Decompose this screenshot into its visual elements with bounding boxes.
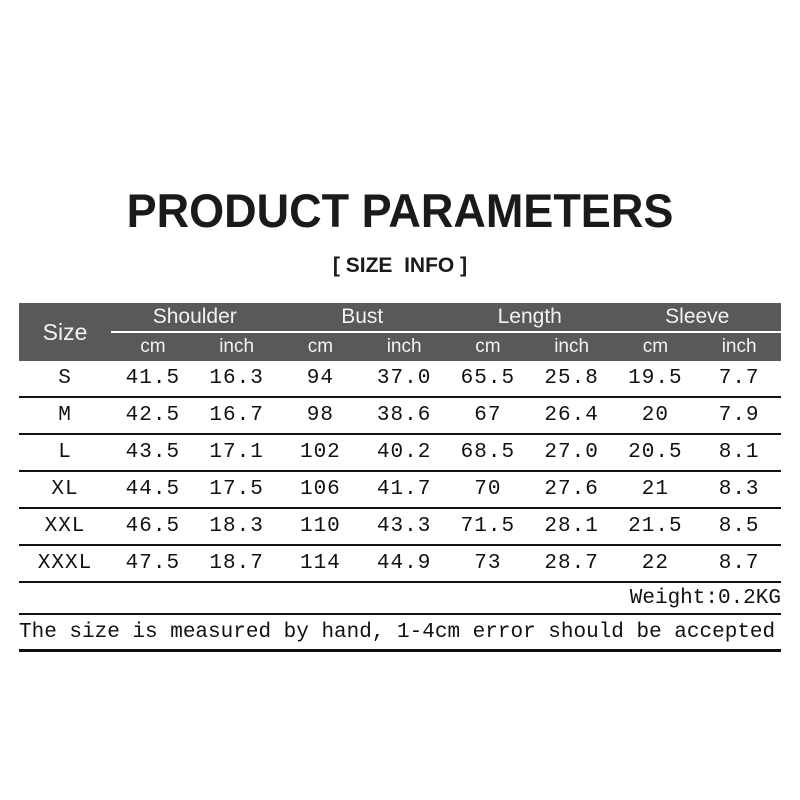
measurement-note-row <box>19 615 781 652</box>
table-cell: 19.5 <box>628 367 683 390</box>
unit-header-sleeve-inch: inch <box>721 336 757 357</box>
size-table <box>19 303 781 652</box>
table-cell: 16.7 <box>209 404 264 427</box>
table-cell: 27.0 <box>544 441 599 464</box>
table-cell: 65.5 <box>460 367 516 390</box>
table-cell: 28.7 <box>544 552 599 575</box>
table-cell: 7.7 <box>718 367 760 390</box>
unit-header-length-inch: inch <box>554 336 590 357</box>
table-cell: 18.7 <box>209 552 264 575</box>
table-row <box>19 435 781 472</box>
table-cell: 8.3 <box>718 478 760 501</box>
column-header-size: Size <box>42 318 88 345</box>
table-cell: 37.0 <box>376 367 432 390</box>
table-cell: 42.5 <box>125 404 181 427</box>
table-cell: 7.9 <box>718 404 760 427</box>
column-group-length: Length <box>446 303 614 333</box>
table-cell: 98 <box>306 404 334 427</box>
table-row <box>19 398 781 435</box>
size-cell: XXXL <box>37 552 93 575</box>
size-cell: M <box>58 404 72 427</box>
size-cell: XL <box>51 478 79 501</box>
table-cell: 94 <box>306 367 334 390</box>
table-cell: 44.5 <box>125 478 181 501</box>
table-cell: 102 <box>299 441 341 464</box>
page-subtitle: [ SIZE INFO ] <box>332 254 468 277</box>
table-cell: 17.1 <box>209 441 264 464</box>
table-cell: 22 <box>641 552 669 575</box>
table-cell: 106 <box>299 478 341 501</box>
table-cell: 40.2 <box>376 441 432 464</box>
table-row <box>19 361 781 398</box>
table-cell: 44.9 <box>376 552 432 575</box>
table-cell: 73 <box>474 552 502 575</box>
table-cell: 43.3 <box>376 515 432 538</box>
unit-header-sleeve-cm: cm <box>642 336 669 357</box>
table-cell: 17.5 <box>209 478 264 501</box>
unit-header-bust-inch: inch <box>386 336 422 357</box>
table-cell: 21 <box>641 478 669 501</box>
table-cell: 20.5 <box>628 441 683 464</box>
table-cell: 8.1 <box>718 441 760 464</box>
unit-header-bust-cm: cm <box>307 336 334 357</box>
measurement-note: The size is measured by hand, 1-4cm error should be accepted <box>19 620 776 644</box>
column-group-bust: Bust <box>279 303 447 333</box>
table-cell: 8.7 <box>718 552 760 575</box>
table-header <box>19 303 781 361</box>
table-cell: 114 <box>299 552 341 575</box>
table-cell: 27.6 <box>544 478 599 501</box>
weight-label: Weight:0.2KG <box>629 586 781 610</box>
table-cell: 26.4 <box>544 404 599 427</box>
table-row <box>19 472 781 509</box>
unit-header-shoulder-inch: inch <box>219 336 255 357</box>
size-cell: S <box>58 367 72 390</box>
table-cell: 41.5 <box>125 367 181 390</box>
column-group-shoulder: Shoulder <box>111 303 279 333</box>
table-cell: 8.5 <box>718 515 760 538</box>
table-cell: 68.5 <box>460 441 516 464</box>
table-cell: 46.5 <box>125 515 181 538</box>
table-row <box>19 509 781 546</box>
unit-header-length-cm: cm <box>475 336 501 357</box>
size-cell: L <box>58 441 72 464</box>
table-cell: 67 <box>474 404 502 427</box>
table-cell: 25.8 <box>544 367 599 390</box>
table-cell: 110 <box>299 515 341 538</box>
table-cell: 20 <box>641 404 669 427</box>
table-cell: 18.3 <box>209 515 264 538</box>
table-cell: 70 <box>474 478 502 501</box>
table-cell: 71.5 <box>460 515 516 538</box>
column-group-sleeve: Sleeve <box>614 303 782 333</box>
table-cell: 41.7 <box>376 478 432 501</box>
table-cell: 28.1 <box>544 515 599 538</box>
unit-header-shoulder-cm: cm <box>140 336 166 357</box>
table-cell: 38.6 <box>376 404 432 427</box>
table-cell: 47.5 <box>125 552 181 575</box>
weight-row <box>19 583 781 615</box>
table-row <box>19 546 781 583</box>
page-title: PRODUCT PARAMETERS <box>126 183 674 238</box>
table-cell: 16.3 <box>209 367 264 390</box>
size-cell: XXL <box>44 515 86 538</box>
table-cell: 43.5 <box>125 441 181 464</box>
table-cell: 21.5 <box>628 515 683 538</box>
